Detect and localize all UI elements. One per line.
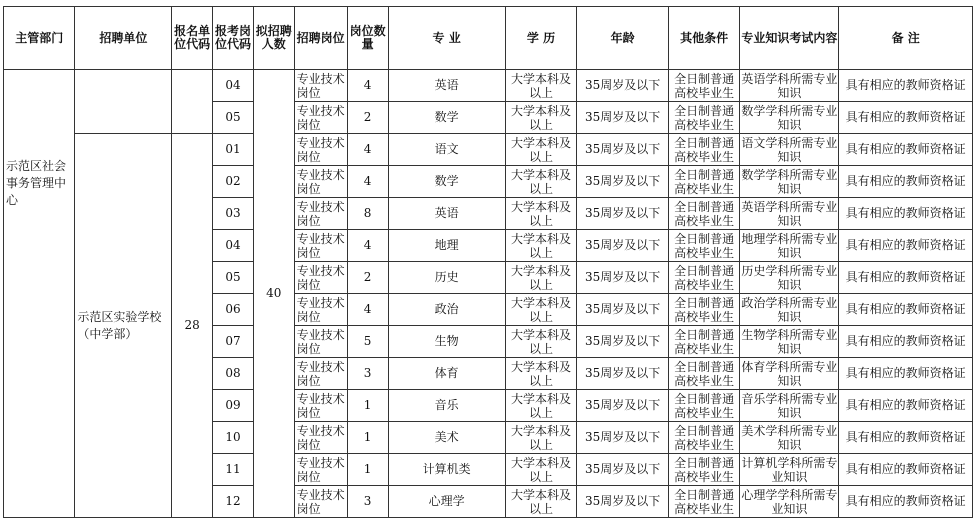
post-code-cell: 11 [213, 454, 254, 486]
post-cell: 专业技术岗位 [294, 294, 347, 326]
unit-cell: 示范区实验学校（中学部） [75, 134, 172, 518]
edu-cell: 大学本科及以上 [505, 262, 576, 294]
post-code-cell: 02 [213, 166, 254, 198]
note-cell: 具有相应的教师资格证 [839, 166, 973, 198]
major-cell: 英语 [388, 70, 505, 102]
post-cell: 专业技术岗位 [294, 198, 347, 230]
note-cell: 具有相应的教师资格证 [839, 486, 973, 518]
age-cell: 35周岁及以下 [577, 422, 669, 454]
edu-cell: 大学本科及以上 [505, 358, 576, 390]
other-cell: 全日制普通高校毕业生 [668, 326, 739, 358]
exam-cell: 英语学科所需专业知识 [741, 71, 838, 100]
exam-cell: 心理学学科所需专业知识 [741, 487, 838, 516]
post-code-cell: 08 [213, 358, 254, 390]
other-cell: 全日制普通高校毕业生 [668, 422, 739, 454]
note-cell: 具有相应的教师资格证 [839, 390, 973, 422]
post-cell: 专业技术岗位 [294, 102, 347, 134]
post-cell: 专业技术岗位 [294, 230, 347, 262]
major-cell: 体育 [388, 358, 505, 390]
post-cell: 专业技术岗位 [294, 166, 347, 198]
other-cell: 全日制普通高校毕业生 [668, 390, 739, 422]
major-cell: 数学 [388, 102, 505, 134]
note-cell: 具有相应的教师资格证 [839, 422, 973, 454]
other-cell: 全日制普通高校毕业生 [668, 358, 739, 390]
other-cell: 全日制普通高校毕业生 [668, 454, 739, 486]
header-count: 岗位数量 [347, 7, 388, 70]
major-cell: 音乐 [388, 390, 505, 422]
edu-cell: 大学本科及以上 [505, 134, 576, 166]
post-code-cell: 05 [213, 262, 254, 294]
major-cell: 语文 [388, 134, 505, 166]
post-code-cell: 07 [213, 326, 254, 358]
post-cell: 专业技术岗位 [294, 358, 347, 390]
exam-cell: 计算机学科所需专业知识 [741, 455, 838, 484]
age-cell: 35周岁及以下 [577, 454, 669, 486]
major-cell: 美术 [388, 422, 505, 454]
note-cell: 具有相应的教师资格证 [839, 294, 973, 326]
edu-cell: 大学本科及以上 [505, 294, 576, 326]
other-cell: 全日制普通高校毕业生 [668, 70, 739, 102]
post-cell: 专业技术岗位 [294, 390, 347, 422]
count-cell: 1 [347, 422, 388, 454]
count-cell: 3 [347, 486, 388, 518]
edu-cell: 大学本科及以上 [505, 166, 576, 198]
age-cell: 35周岁及以下 [577, 166, 669, 198]
note-cell: 具有相应的教师资格证 [839, 358, 973, 390]
count-cell: 4 [347, 230, 388, 262]
note-cell: 具有相应的教师资格证 [839, 326, 973, 358]
post-code-cell: 09 [213, 390, 254, 422]
post-cell: 专业技术岗位 [294, 422, 347, 454]
post-cell: 专业技术岗位 [294, 454, 347, 486]
age-cell: 35周岁及以下 [577, 70, 669, 102]
count-cell: 4 [347, 294, 388, 326]
major-cell: 政治 [388, 294, 505, 326]
post-cell: 专业技术岗位 [294, 134, 347, 166]
other-cell: 全日制普通高校毕业生 [668, 102, 739, 134]
age-cell: 35周岁及以下 [577, 134, 669, 166]
other-cell: 全日制普通高校毕业生 [668, 166, 739, 198]
other-cell: 全日制普通高校毕业生 [668, 486, 739, 518]
header-major: 专 业 [388, 7, 505, 70]
note-cell: 具有相应的教师资格证 [839, 198, 973, 230]
count-cell: 8 [347, 198, 388, 230]
header-unit: 招聘单位 [75, 7, 172, 70]
age-cell: 35周岁及以下 [577, 294, 669, 326]
header-row [4, 7, 973, 70]
plan-cell: 40 [253, 70, 294, 518]
post-cell: 专业技术岗位 [294, 486, 347, 518]
post-cell: 专业技术岗位 [294, 70, 347, 102]
count-cell: 2 [347, 102, 388, 134]
edu-cell: 大学本科及以上 [505, 454, 576, 486]
edu-cell: 大学本科及以上 [505, 198, 576, 230]
exam-cell: 地理学科所需专业知识 [741, 231, 838, 260]
exam-cell: 美术学科所需专业知识 [741, 423, 838, 452]
edu-cell: 大学本科及以上 [505, 422, 576, 454]
header-plan: 拟招聘人数 [253, 7, 294, 70]
other-cell: 全日制普通高校毕业生 [668, 262, 739, 294]
major-cell: 计算机类 [388, 454, 505, 486]
exam-cell: 数学学科所需专业知识 [741, 167, 838, 196]
post-code-cell: 01 [213, 134, 254, 166]
count-cell: 3 [347, 358, 388, 390]
count-cell: 1 [347, 454, 388, 486]
edu-cell: 大学本科及以上 [505, 326, 576, 358]
note-cell: 具有相应的教师资格证 [839, 134, 973, 166]
age-cell: 35周岁及以下 [577, 230, 669, 262]
age-cell: 35周岁及以下 [577, 390, 669, 422]
post-cell: 专业技术岗位 [294, 326, 347, 358]
table-body [4, 70, 973, 518]
recruitment-table [3, 6, 973, 518]
count-cell: 4 [347, 134, 388, 166]
header-dept: 主管部门 [4, 7, 75, 70]
dept-cell: 示范区社会事务管理中心 [4, 70, 75, 518]
edu-cell: 大学本科及以上 [505, 102, 576, 134]
other-cell: 全日制普通高校毕业生 [668, 198, 739, 230]
note-cell: 具有相应的教师资格证 [839, 454, 973, 486]
header-post-code: 报考岗位代码 [213, 7, 254, 70]
header-edu: 学 历 [505, 7, 576, 70]
major-cell: 地理 [388, 230, 505, 262]
exam-cell: 英语学科所需专业知识 [741, 199, 838, 228]
post-code-cell: 10 [213, 422, 254, 454]
post-cell: 专业技术岗位 [294, 262, 347, 294]
other-cell: 全日制普通高校毕业生 [668, 294, 739, 326]
header-age: 年龄 [577, 7, 669, 70]
count-cell: 4 [347, 70, 388, 102]
count-cell: 4 [347, 166, 388, 198]
exam-cell: 历史学科所需专业知识 [741, 263, 838, 292]
post-code-cell: 06 [213, 294, 254, 326]
age-cell: 35周岁及以下 [577, 262, 669, 294]
post-code-cell: 12 [213, 486, 254, 518]
age-cell: 35周岁及以下 [577, 486, 669, 518]
note-cell: 具有相应的教师资格证 [839, 70, 973, 102]
header-exam: 专业知识考试内容 [740, 7, 839, 70]
note-cell: 具有相应的教师资格证 [839, 262, 973, 294]
table-row [4, 134, 973, 166]
major-cell: 数学 [388, 166, 505, 198]
count-cell: 1 [347, 390, 388, 422]
note-cell: 具有相应的教师资格证 [839, 230, 973, 262]
header-post: 招聘岗位 [294, 7, 347, 70]
unit-code-cell: 28 [172, 134, 213, 518]
edu-cell: 大学本科及以上 [505, 486, 576, 518]
other-cell: 全日制普通高校毕业生 [668, 230, 739, 262]
post-code-cell: 04 [213, 70, 254, 102]
table-row [4, 70, 973, 102]
major-cell: 英语 [388, 198, 505, 230]
age-cell: 35周岁及以下 [577, 198, 669, 230]
post-code-cell: 05 [213, 102, 254, 134]
edu-cell: 大学本科及以上 [505, 70, 576, 102]
major-cell: 生物 [388, 326, 505, 358]
edu-cell: 大学本科及以上 [505, 390, 576, 422]
post-code-cell: 04 [213, 230, 254, 262]
edu-cell: 大学本科及以上 [505, 230, 576, 262]
count-cell: 2 [347, 262, 388, 294]
header-other: 其他条件 [668, 7, 739, 70]
header-note: 备 注 [839, 7, 973, 70]
other-cell: 全日制普通高校毕业生 [668, 134, 739, 166]
header-unit-code: 报名单位代码 [172, 7, 213, 70]
exam-cell: 体育学科所需专业知识 [741, 359, 838, 388]
post-code-cell: 03 [213, 198, 254, 230]
exam-cell: 音乐学科所需专业知识 [741, 391, 838, 420]
count-cell: 5 [347, 326, 388, 358]
exam-cell: 生物学科所需专业知识 [741, 327, 838, 356]
note-cell: 具有相应的教师资格证 [839, 102, 973, 134]
age-cell: 35周岁及以下 [577, 358, 669, 390]
age-cell: 35周岁及以下 [577, 102, 669, 134]
exam-cell: 语文学科所需专业知识 [741, 135, 838, 164]
major-cell: 心理学 [388, 486, 505, 518]
major-cell: 历史 [388, 262, 505, 294]
unit-cell-empty [75, 70, 172, 134]
exam-cell: 数学学科所需专业知识 [741, 103, 838, 132]
age-cell: 35周岁及以下 [577, 326, 669, 358]
unit-code-cell-empty [172, 70, 213, 134]
exam-cell: 政治学科所需专业知识 [741, 295, 838, 324]
